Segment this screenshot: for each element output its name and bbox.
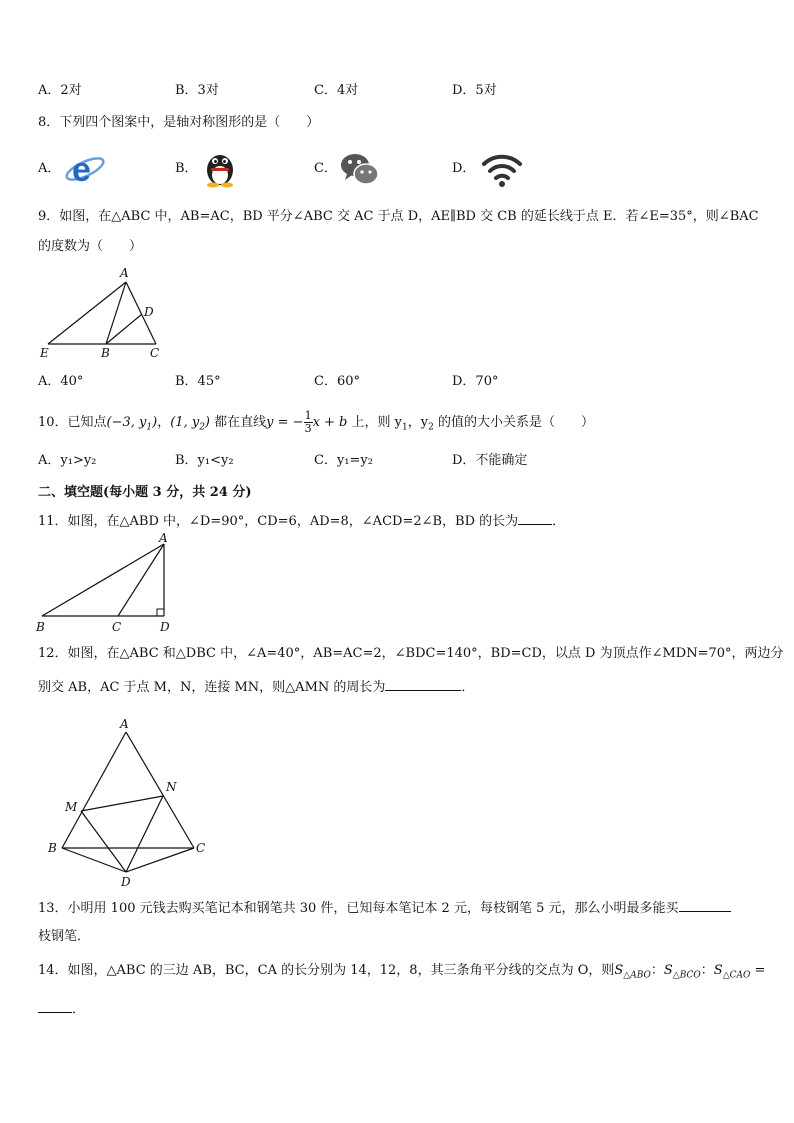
q10-stem bbox=[38, 410, 594, 437]
q7-option-b: B．3对 bbox=[175, 83, 219, 98]
q14-area-cao: $S_{\triangle CAO}$ bbox=[713, 963, 751, 981]
q7-option-d: D．5对 bbox=[452, 83, 497, 98]
q12-label-d: D bbox=[121, 875, 131, 889]
q14-area-abo: $S_{\triangle ABO}$ bbox=[614, 963, 651, 981]
q10-sep: ， bbox=[157, 415, 171, 430]
q10-option-c: C．y₁=y₂ bbox=[314, 453, 373, 468]
q12-label-n: N bbox=[166, 780, 177, 794]
q9-label-a: A bbox=[120, 266, 129, 280]
wifi-icon bbox=[480, 150, 524, 188]
section-2-heading: 二、填空题(每小题 3 分，共 24 分) bbox=[38, 485, 252, 500]
q7-option-a: A．2对 bbox=[38, 83, 82, 98]
q11-label-a: A bbox=[159, 532, 168, 545]
q12-line2: 别交 AB，AC 于点 M，N，连接 MN，则△AMN 的周长为 ． bbox=[38, 676, 474, 697]
q11-label-c: C bbox=[112, 620, 122, 634]
wechat-icon bbox=[339, 150, 381, 188]
q9-label-c: C bbox=[150, 346, 160, 360]
q13-answer-blank[interactable] bbox=[679, 897, 731, 912]
q14-area-bco: $S_{\triangle BCO}$ bbox=[663, 963, 701, 981]
q13-line2: 枝钢笔． bbox=[38, 929, 91, 944]
q10-point-2: (1, $y_2$) bbox=[170, 415, 210, 433]
q8-option-b: B． bbox=[175, 161, 198, 176]
q9-stem-line2: 的度数为（ ） bbox=[38, 239, 143, 254]
q9-option-d: D．70° bbox=[452, 374, 499, 389]
q12-label-c: C bbox=[196, 841, 206, 855]
q10-prefix: 10．已知点 bbox=[38, 415, 107, 430]
qq-penguin-icon bbox=[202, 148, 238, 188]
q13-line1: 13．小明用 100 元钱去购买笔记本和钢笔共 30 件，已知每本笔记本 2 元，每枝钢笔 5 元，那么小明最多能买 bbox=[38, 897, 731, 918]
q9-figure bbox=[36, 264, 176, 364]
q9-stem-line1: 9．如图，在△ABC 中，AB=AC，BD 平分∠ABC 交 AC 于点 D，AE∥BD 交 CB 的延长线于点 E．若∠E=35°，则∠BAC bbox=[38, 209, 759, 224]
q8-option-c: C． bbox=[314, 161, 337, 176]
q8-stem: 8．下列四个图案中，是轴对称图形的是（ ） bbox=[38, 115, 320, 130]
q14-line1: 14．如图，△ABC 的三边 AB，BC，CA 的长分别为 14，12，8，其三条角平分线的交点为 O，则$S_{\triangle ABO}$：$S_{\triangle BCO}$：$S_{\triangle CAO}$ = bbox=[38, 963, 766, 981]
q11-label-b: B bbox=[36, 620, 45, 634]
q9-option-c: C．60° bbox=[314, 374, 360, 389]
q9-label-e: E bbox=[40, 346, 49, 360]
q11-figure bbox=[32, 532, 182, 636]
q9-label-d: D bbox=[144, 305, 154, 319]
q10-tail: 上，则 $y_1$，$y_2$ 的值的大小关系是（ ） bbox=[351, 415, 594, 433]
q10-point-1: (−3, $y_1$) bbox=[106, 415, 158, 433]
q10-eq-rhs: x + b bbox=[312, 415, 348, 430]
q8-option-d: D． bbox=[452, 161, 476, 176]
q12-figure bbox=[40, 712, 220, 892]
q10-option-d: D．不能确定 bbox=[452, 453, 528, 468]
q12-answer-blank[interactable] bbox=[385, 676, 461, 691]
q9-option-a: A．40° bbox=[38, 374, 84, 389]
q12-label-b: B bbox=[48, 841, 57, 855]
svg-text:e: e bbox=[72, 151, 91, 188]
q12-label-m: M bbox=[65, 800, 78, 814]
q9-option-b: B．45° bbox=[175, 374, 221, 389]
q8-option-a: A． bbox=[38, 161, 61, 176]
q14-line2: ． bbox=[38, 998, 85, 1019]
q11-stem: 11．如图，在△ABD 中，∠D=90°，CD=6，AD=8，∠ACD=2∠B，BD 的长为 ． bbox=[38, 510, 565, 531]
q14-answer-blank[interactable] bbox=[38, 998, 72, 1013]
q9-label-b: B bbox=[101, 346, 110, 360]
q10-eq-lhs: y = − bbox=[266, 415, 304, 430]
ie-logo-icon bbox=[64, 150, 106, 188]
q12-line1: 12．如图，在△ABC 和△DBC 中，∠A=40°，AB=AC=2，∠BDC=140°，BD=CD，以点 D 为顶点作∠MDN=70°，两边分 bbox=[38, 646, 784, 661]
q10-fraction: $\frac{1}{3}$ bbox=[304, 409, 312, 435]
q12-label-a: A bbox=[120, 717, 129, 731]
q11-answer-blank[interactable] bbox=[518, 510, 552, 525]
q10-option-a: A．y₁>y₂ bbox=[38, 453, 97, 468]
q10-option-b: B．y₁<y₂ bbox=[175, 453, 234, 468]
q7-option-c: C．4对 bbox=[314, 83, 359, 98]
q10-mid: 都在直线 bbox=[214, 415, 267, 430]
q11-label-d: D bbox=[160, 620, 170, 634]
